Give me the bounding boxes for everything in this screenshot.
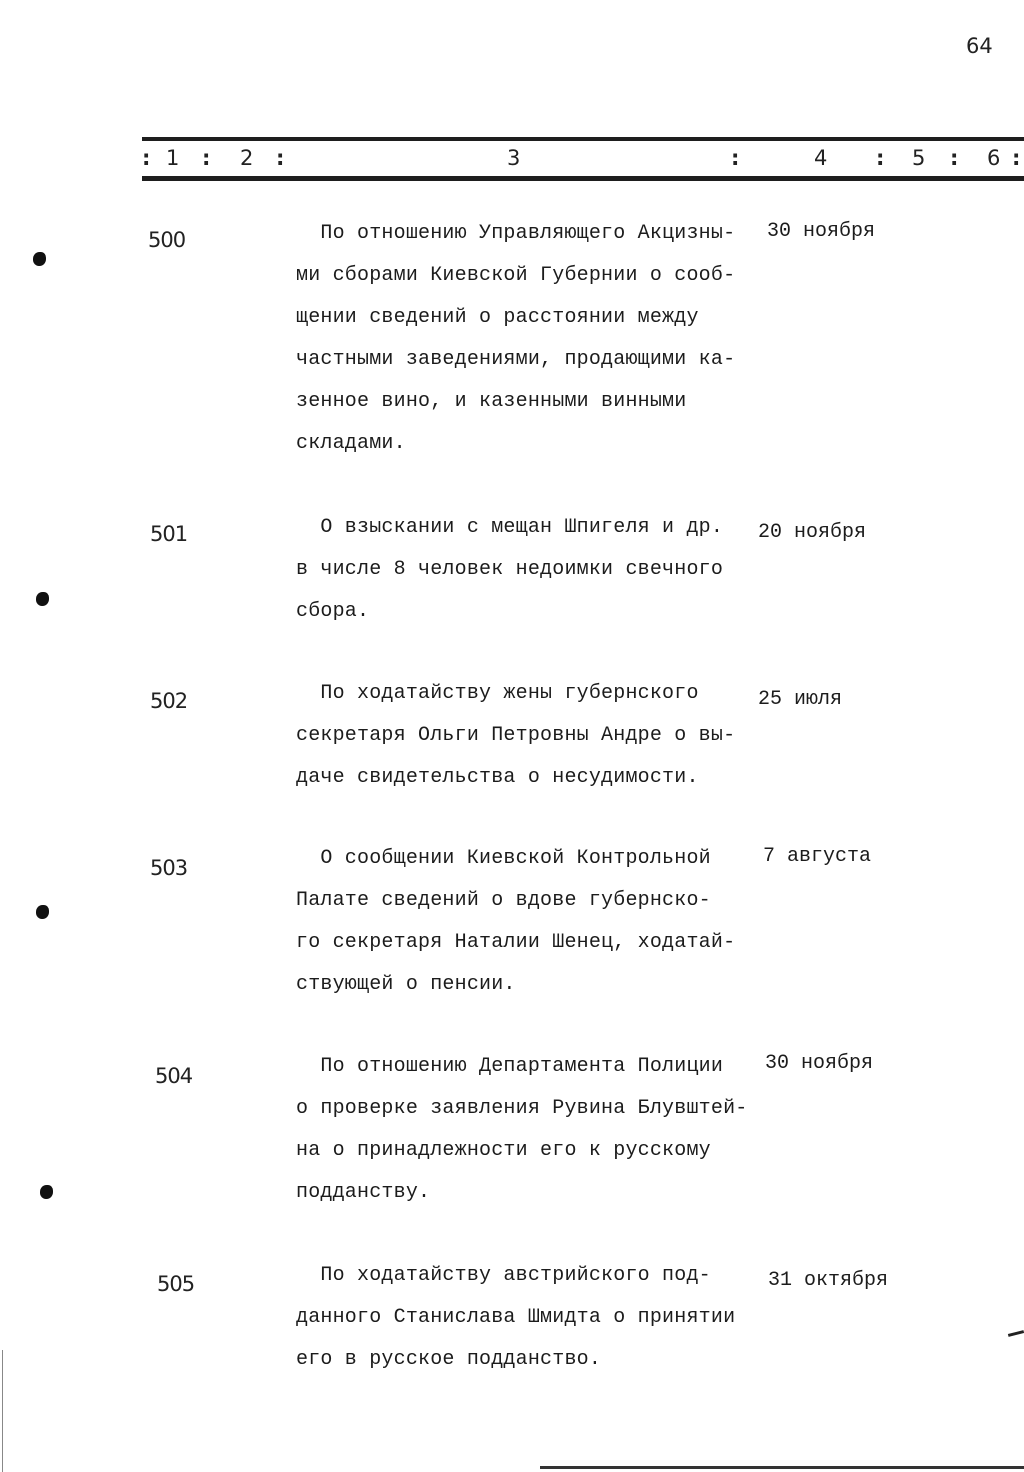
entry-date: 31 октября — [768, 1269, 889, 1292]
column-header-row — [0, 146, 1024, 174]
entry-description — [296, 1046, 766, 1214]
entry-description — [296, 673, 766, 799]
scan-edge-line — [2, 1350, 3, 1472]
punch-hole-mark — [36, 592, 49, 606]
entry-number: 505 — [157, 1272, 195, 1296]
entry-date: 20 ноября — [758, 521, 867, 544]
column-header-1: 1 — [166, 146, 180, 170]
entry-number: 503 — [150, 856, 188, 880]
text-line: По отношению Департамента Полиции — [296, 1055, 724, 1078]
column-separator: : — [731, 146, 740, 170]
header-top-rule — [142, 137, 1024, 141]
punch-hole-mark — [33, 252, 46, 266]
entry-description — [296, 507, 766, 633]
entry-number: 504 — [155, 1064, 193, 1088]
entry-description — [296, 1255, 766, 1381]
margin-pen-stroke — [1008, 1330, 1024, 1337]
text-line: данного Станислава Шмидта о принятии — [296, 1306, 736, 1329]
punch-hole-mark — [36, 905, 49, 919]
column-separator: : — [276, 146, 285, 170]
entry-date: 30 ноября — [765, 1052, 874, 1075]
column-separator: : — [1012, 146, 1021, 170]
text-line: ствующей о пенсии. — [296, 973, 516, 996]
text-line: даче свидетельства о несудимости. — [296, 766, 699, 789]
text-line: сбора. — [296, 600, 370, 623]
column-separator: : — [142, 146, 151, 170]
text-line: подданству. — [296, 1181, 431, 1204]
text-line: Палате сведений о вдове губернско- — [296, 889, 711, 912]
column-separator: : — [950, 146, 959, 170]
punch-hole-mark — [40, 1185, 53, 1199]
entry-date: 7 августа — [763, 845, 872, 868]
page-number: 64 — [966, 34, 993, 58]
column-separator: : — [202, 146, 211, 170]
text-line: По отношению Управляющего Акцизны- — [296, 222, 736, 245]
scan-bottom-edge — [540, 1466, 1024, 1469]
text-line: По ходатайству жены губернского — [296, 682, 699, 705]
column-header-2: 2 — [240, 146, 254, 170]
text-line: складами. — [296, 432, 406, 455]
text-line: секретаря Ольги Петровны Андре о вы- — [296, 724, 736, 747]
text-line: его в русское подданство. — [296, 1348, 602, 1371]
entry-date: 25 июля — [758, 688, 843, 711]
text-line: По ходатайству австрийского под- — [296, 1264, 711, 1287]
entry-number: 500 — [148, 228, 186, 252]
entry-date: 30 ноября — [767, 220, 876, 243]
text-line: го секретаря Наталии Шенец, ходатай- — [296, 931, 736, 954]
text-line: зенное вино, и казенными винными — [296, 390, 687, 413]
column-header-5: 5 — [912, 146, 926, 170]
entry-number: 502 — [150, 689, 188, 713]
header-bottom-rule — [142, 176, 1024, 181]
entry-description — [296, 213, 766, 465]
text-line: о проверке заявления Рувина Блувштей- — [296, 1097, 748, 1120]
column-header-3: 3 — [507, 146, 521, 170]
entry-description — [296, 838, 766, 1006]
column-header-6: 6 — [987, 146, 1001, 170]
text-line: частными заведениями, продающими ка- — [296, 348, 736, 371]
text-line: щении сведений о расстоянии между — [296, 306, 699, 329]
text-line: в числе 8 человек недоимки свечного — [296, 558, 724, 581]
column-header-4: 4 — [814, 146, 828, 170]
entry-number: 501 — [150, 522, 188, 546]
text-line: О сообщении Киевской Контрольной — [296, 847, 711, 870]
text-line: ми сборами Киевской Губернии о сооб- — [296, 264, 736, 287]
text-line: на о принадлежности его к русскому — [296, 1139, 711, 1162]
text-line: О взыскании с мещан Шпигеля и др. — [296, 516, 724, 539]
column-separator: : — [876, 146, 885, 170]
